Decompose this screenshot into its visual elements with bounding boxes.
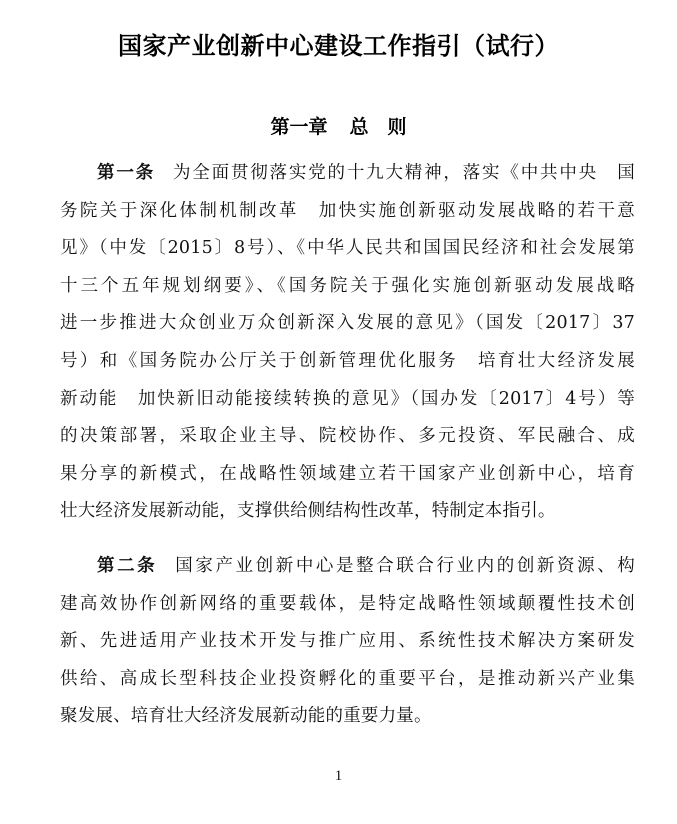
page-number: 1 bbox=[334, 768, 343, 784]
article-1 bbox=[60, 155, 635, 531]
article-label: 第二条 bbox=[97, 556, 158, 576]
article-line: 聚发展、培育壮大经济发展新动能的重要力量。 bbox=[60, 706, 432, 727]
article-line: 的决策部署，采取企业主导、院校协作、多元投资、军民融合、成 bbox=[60, 426, 635, 447]
article-2 bbox=[60, 548, 635, 736]
article-label: 第一条 bbox=[97, 163, 155, 183]
article-line: 供给、高成长型科技企业投资孵化的重要平台，是推动新兴产业集 bbox=[60, 668, 635, 689]
article-text: 国家产业创新中心是整合联合行业内的创新资源、构 bbox=[175, 556, 635, 576]
article-line: 新动能 加快新旧动能接续转换的意见》（国办发〔2017〕4号）等 bbox=[60, 388, 635, 409]
document-title: 国家产业创新中心建设工作指引（试行） bbox=[118, 32, 559, 60]
article-line bbox=[60, 155, 635, 193]
article-line: 十三个五年规划纲要》、《国务院关于强化实施创新驱动发展战略 bbox=[60, 275, 635, 296]
chapter-name: 总 则 bbox=[349, 116, 407, 138]
article-line: 见》（中发〔2015〕8号）、《中华人民共和国国民经济和社会发展第 bbox=[60, 238, 635, 259]
article-line: 进一步推进大众创业万众创新深入发展的意见》（国发〔2017〕37 bbox=[60, 313, 635, 334]
chapter-label: 第一章 bbox=[270, 116, 328, 138]
article-line: 务院关于深化体制机制改革 加快实施创新驱动发展战略的若干意 bbox=[60, 200, 635, 221]
article-line: 建高效协作创新网络的重要载体，是特定战略性领域颠覆性技术创 bbox=[60, 593, 635, 614]
article-line: 壮大经济发展新动能，支撑供给侧结构性改革，特制定本指引。 bbox=[60, 501, 556, 522]
article-text: 为全面贯彻落实党的十九大精神，落实《中共中央 国 bbox=[172, 163, 635, 183]
article-line: 号）和《国务院办公厅关于创新管理优化服务 培育壮大经济发展 bbox=[60, 350, 635, 371]
chapter-heading bbox=[0, 112, 677, 139]
article-line: 新、先进适用产业技术开发与推广应用、系统性技术解决方案研发 bbox=[60, 631, 635, 652]
article-line: 果分享的新模式，在战略性领域建立若干国家产业创新中心，培育 bbox=[60, 463, 635, 484]
article-line bbox=[60, 548, 635, 586]
